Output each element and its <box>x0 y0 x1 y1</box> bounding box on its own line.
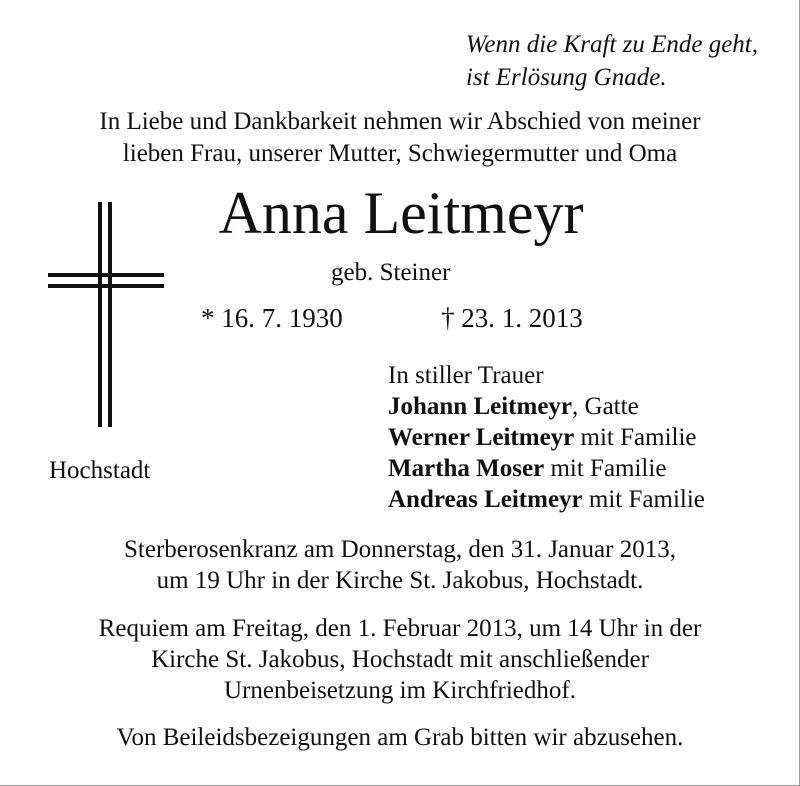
mourner-name: Martha Moser <box>388 455 545 482</box>
intro-line-1: In Liebe und Dankbarkeit nehmen wir Abschied von meiner <box>99 108 701 135</box>
place-name: Hochstadt <box>49 457 151 484</box>
rosary-line-2: um 19 Uhr in der Kirche St. Jakobus, Hochstadt. <box>156 567 644 594</box>
closing-note: Von Beileidsbezeigungen am Grab bitten wir abzusehen. <box>116 724 684 751</box>
motto-line-1: Wenn die Kraft zu Ende geht, <box>465 31 758 58</box>
mourner-relation: mit Familie <box>582 486 705 513</box>
mourner-name: Werner Leitmeyr <box>388 424 575 451</box>
rosary-line-1: Sterberosenkranz am Donnerstag, den 31. Januar 2013, <box>124 536 676 563</box>
requiem-line-2: Kirche St. Jakobus, Hochstadt mit anschließender <box>151 646 649 673</box>
mourner-entry <box>388 453 705 484</box>
requiem-line-3: Urnenbeisetzung im Kirchfriedhof. <box>224 677 576 704</box>
mourners-heading: In stiller Trauer <box>388 362 544 389</box>
mourner-entry <box>388 422 705 453</box>
motto <box>466 28 758 94</box>
birth-date: * 16. 7. 1930 <box>201 303 343 333</box>
mourner-relation: mit Familie <box>544 455 667 482</box>
intro-text <box>0 106 800 170</box>
mourner-entry <box>388 391 705 422</box>
mourner-entry <box>388 484 705 515</box>
rosary-info <box>0 534 800 596</box>
intro-line-2: lieben Frau, unserer Mutter, Schwiegermutter und Oma <box>122 140 678 167</box>
mourners-list <box>388 360 705 515</box>
motto-line-2: ist Erlösung Gnade. <box>465 64 667 91</box>
requiem-line-1: Requiem am Freitag, den 1. Februar 2013, um 14 Uhr in der <box>98 615 702 642</box>
cross-icon <box>48 202 164 427</box>
mourner-name: Andreas Leitmeyr <box>388 486 583 513</box>
mourner-name: Johann Leitmeyr <box>388 393 573 420</box>
death-date: † 23. 1. 2013 <box>441 303 583 333</box>
mourner-relation: mit Familie <box>574 424 697 451</box>
requiem-info <box>0 613 800 706</box>
deceased-name: Anna Leitmeyr <box>218 180 584 246</box>
mourner-relation: , Gatte <box>572 393 639 420</box>
maiden-name: geb. Steiner <box>331 259 451 286</box>
